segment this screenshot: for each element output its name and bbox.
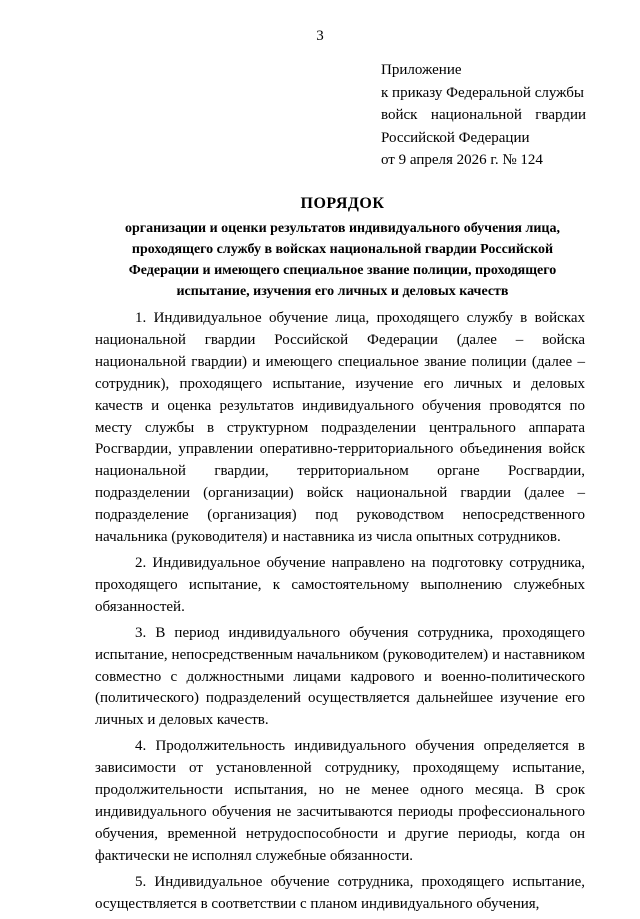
- document-subtitle: [95, 218, 590, 302]
- document-title-block: [95, 192, 590, 302]
- appendix-line: к приказу Федеральной службы: [381, 84, 585, 101]
- page-number: 3: [316, 28, 324, 44]
- appendix-line: Российской Федерации: [381, 129, 530, 146]
- appendix-line: Приложение: [381, 62, 462, 78]
- paragraph-4: 4. Продолжительность индивидуального обучения определяется в зависимости от установленной сотруднику, проходящему испытание, продолжительности испытания, но не менее одного месяца. В срок индивидуального обучения не засчитываются периоды профессионального обучения, временной нетрудоспособности и другие периоды, когда он фактически не исполнял служебные обязанности.: [95, 738, 585, 864]
- subtitle-line: Федерации и имеющего специальное звание полиции, проходящего: [128, 263, 557, 278]
- document-body: [95, 308, 585, 919]
- document-title: ПОРЯДОК: [300, 195, 385, 212]
- appendix-line: от 9 апреля 2026 г. № 124: [381, 152, 543, 168]
- paragraph-5: 5. Индивидуальное обучение сотрудника, проходящего испытание, осуществляется в соответствии с планом индивидуального обучения,: [95, 873, 585, 912]
- appendix-block: [381, 59, 586, 172]
- appendix-line: войск национальной гвардии: [381, 107, 586, 123]
- paragraph-3: 3. В период индивидуального обучения сотрудника, проходящего испытание, непосредственным начальником (руководителем) и наставником совместно с должностными лицами кадрового и военно-политического (политического) подразделений осуществляется дальнейшее изучение его личных и деловых качеств.: [95, 624, 585, 729]
- subtitle-line: испытание, изучения его личных и деловых качеств: [176, 284, 509, 299]
- subtitle-line: организации и оценки результатов индивидуального обучения лица,: [125, 221, 560, 236]
- subtitle-line: проходящего службу в войсках национальной гвардии Российской: [131, 242, 554, 257]
- paragraph-2: 2. Индивидуальное обучение направлено на подготовку сотрудника, проходящего испытание, к самостоятельному выполнению служебных обязанностей.: [95, 554, 585, 615]
- paragraph-1: 1. Индивидуальное обучение лица, проходящего службу в войсках национальной гвардии Российской Федерации (далее – войска национальной гвардии) и имеющего специальное звание полиции (далее – сотрудник), проходящего испытание, изучение его личных и деловых качеств и оценка результатов индивидуального обучения проводятся по месту службы в структурном подразделении центрального аппарата Росгвардии, управлении оперативно-территориального объединения войск национальной гвардии, территориальном органе Росгвардии, подразделении (организации) войск национальной гвардии (далее – подразделение (организация) под руководством непосредственного начальника (руководителя) и наставника из числа опытных сотрудников.: [95, 310, 585, 546]
